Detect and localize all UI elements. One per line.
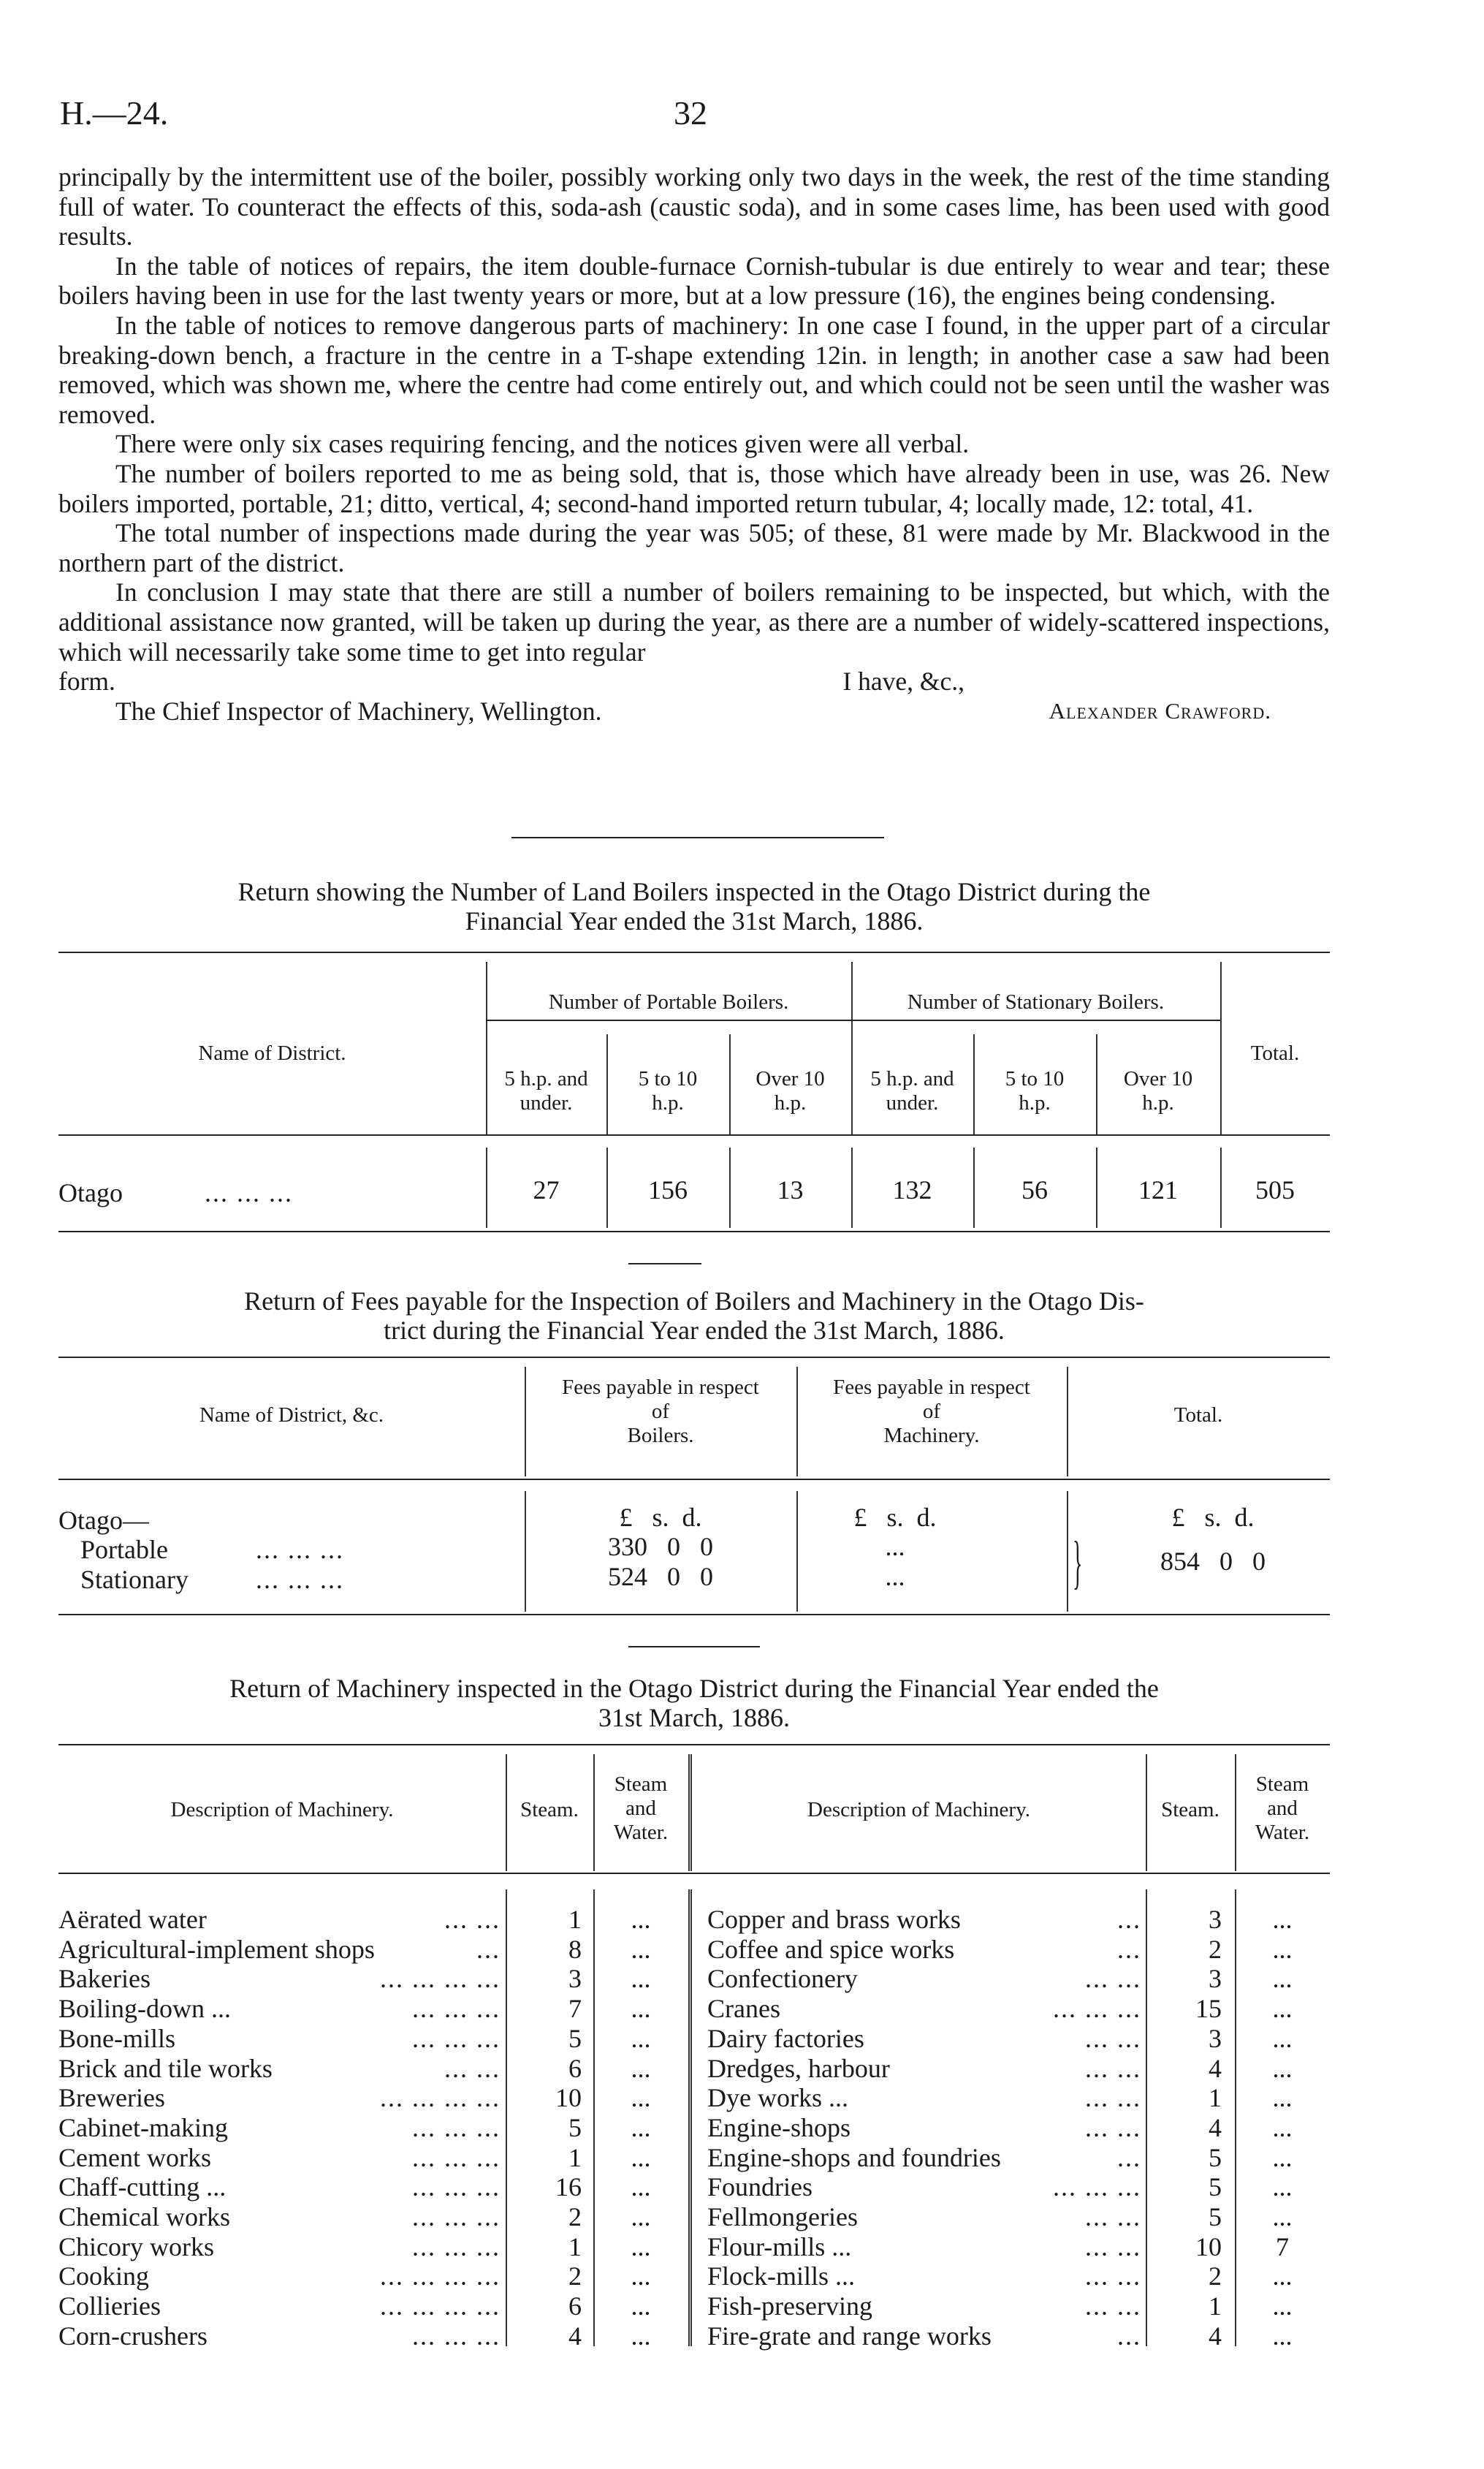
- dot-leader: ...: [1117, 2321, 1141, 2351]
- machinery-label: Bakeries: [58, 1964, 151, 1994]
- machinery-label: Bone-mills: [58, 2023, 175, 2053]
- table1-col-name: Name of District.: [198, 1042, 346, 1065]
- table2-col-name: Name of District, &c.: [199, 1403, 384, 1427]
- steam-water-count: ...: [1272, 1905, 1293, 1934]
- table2-boilers-value: 330 0 0: [608, 1532, 713, 1561]
- steam-water-count: ...: [631, 1934, 651, 1964]
- table1-leader: ... ... ...: [205, 1178, 293, 1207]
- table1-district: Otago: [58, 1178, 123, 1207]
- dot-leader: ... ... ...: [412, 2172, 501, 2202]
- addressee: The Chief Inspector of Machinery, Wellington.: [115, 696, 602, 726]
- paragraph: The total number of inspections made during the year was 505; of these, 81 were made by Mr. Blackwood in the northern part of the district.: [58, 518, 1330, 577]
- steam-count: 8: [568, 1934, 582, 1964]
- steam-water-count: ...: [631, 2291, 651, 2321]
- section-divider: [628, 1263, 701, 1264]
- machinery-label: Corn-crushers: [58, 2321, 208, 2351]
- dot-leader: ... ... ...: [412, 2023, 501, 2053]
- steam-water-count: ...: [631, 2053, 651, 2083]
- steam-count: 10: [555, 2083, 582, 2113]
- table2-row-label: Stationary: [80, 1565, 189, 1594]
- dot-leader: ... ... ... ...: [380, 2083, 501, 2113]
- table2-row-label: Portable: [80, 1535, 168, 1564]
- steam-water-count: ...: [1272, 2112, 1293, 2142]
- table3-col-desc: Description of Machinery.: [170, 1798, 394, 1821]
- machinery-label: Foundries: [707, 2172, 813, 2202]
- table1-sub-header: 5 h.p. and under.: [870, 1067, 954, 1115]
- table1-value: 56: [1021, 1175, 1048, 1205]
- dot-leader: ... ... ... ...: [380, 1964, 501, 1994]
- section-divider: [628, 1646, 760, 1647]
- steam-water-count: ...: [631, 2321, 651, 2351]
- table1-col-total: Total.: [1250, 1042, 1300, 1065]
- dot-leader: ... ...: [1085, 2112, 1141, 2142]
- section-divider: [511, 837, 884, 838]
- table3-col-steam-water: Steam and Water.: [613, 1772, 669, 1844]
- dot-leader: ... ... ...: [412, 2231, 501, 2261]
- steam-water-count: ...: [1272, 2321, 1293, 2351]
- table1-group-stationary: Number of Stationary Boilers.: [907, 990, 1165, 1014]
- machinery-label: Engine-shops and foundries: [707, 2142, 1001, 2172]
- steam-count: 6: [568, 2291, 582, 2321]
- table2-title-line: trict during the Financial Year ended the 31st March, 1886.: [384, 1316, 1005, 1345]
- steam-count: 4: [1209, 2053, 1222, 2083]
- table2-boilers-value: 524 0 0: [608, 1562, 713, 1591]
- closing-phrase: I have, &c.,: [842, 667, 964, 697]
- signature: Alexander Crawford.: [1049, 697, 1271, 724]
- machinery-label: Fellmongeries: [707, 2202, 858, 2231]
- dot-leader: ... ...: [1085, 2023, 1141, 2053]
- table3-header-rule: [58, 1873, 1330, 1874]
- steam-water-count: ...: [631, 2231, 651, 2261]
- table1-group-rule: [486, 1020, 1220, 1021]
- dot-leader: ... ...: [1085, 2083, 1141, 2113]
- dot-leader: ... ... ...: [412, 2321, 501, 2351]
- table3-title-line: Return of Machinery inspected in the Otago District during the Financial Year ended the: [229, 1674, 1159, 1703]
- table2-district: Otago—: [58, 1506, 149, 1535]
- steam-count: 2: [1209, 1934, 1222, 1964]
- dot-leader: ... ...: [1085, 2202, 1141, 2231]
- machinery-label: Fire-grate and range works: [707, 2321, 992, 2351]
- machinery-label: Dredges, harbour: [707, 2053, 890, 2083]
- table2-bottom-rule: [58, 1614, 1330, 1615]
- table1-top-rule: [58, 952, 1330, 953]
- machinery-label: Dairy factories: [707, 2023, 864, 2053]
- steam-count: 2: [1209, 2261, 1222, 2291]
- steam-water-count: ...: [631, 1994, 651, 2024]
- machinery-label: Engine-shops: [707, 2112, 851, 2142]
- steam-count: 5: [1209, 2172, 1222, 2202]
- steam-water-count: ...: [1272, 2053, 1293, 2083]
- paragraph: In the table of notices of repairs, the item double-furnace Cornish-tubular is due entirely to wear and tear; these boilers having been in use for the last twenty years or more, but at a low pressure (16), the engines being condensing.: [58, 251, 1330, 311]
- table1-sub-header: 5 to 10 h.p.: [638, 1067, 698, 1115]
- bracket-brace: }: [1073, 1531, 1083, 1595]
- steam-water-count: ...: [631, 2083, 651, 2113]
- dot-leader: ... ...: [1085, 2231, 1141, 2261]
- closing-word: form.: [58, 667, 115, 697]
- steam-count: 3: [1209, 1905, 1222, 1934]
- table2-leader: ... ... ...: [256, 1565, 344, 1594]
- machinery-label: Chicory works: [58, 2231, 214, 2261]
- dot-leader: ... ... ...: [1053, 2172, 1141, 2202]
- steam-count: 3: [568, 1964, 582, 1994]
- table1-value: 121: [1138, 1175, 1178, 1205]
- machinery-label: Cranes: [707, 1994, 780, 2024]
- table2-header-rule: [58, 1479, 1330, 1480]
- machinery-label: Chemical works: [58, 2202, 230, 2231]
- paragraph: In conclusion I may state that there are still a number of boilers remaining to be inspected, but which, with the additional assistance now granted, will be taken up during the year, as there are a number of widely-scattered inspections, which will necessarily take some time to get into regular: [58, 577, 1330, 667]
- table1-value: 13: [777, 1175, 804, 1205]
- table1-title: [58, 877, 1330, 936]
- dot-leader: ... ... ...: [412, 2142, 501, 2172]
- steam-count: 15: [1195, 1994, 1222, 2024]
- dot-leader: ... ...: [1085, 2053, 1141, 2083]
- steam-water-count: ...: [1272, 1934, 1293, 1964]
- steam-count: 4: [568, 2321, 582, 2351]
- dot-leader: ... ... ...: [412, 2202, 501, 2231]
- steam-count: 5: [568, 2112, 582, 2142]
- steam-count: 2: [568, 2202, 582, 2231]
- steam-count: 5: [1209, 2142, 1222, 2172]
- dot-leader: ...: [1117, 1934, 1141, 1964]
- closing-row: [58, 667, 1330, 697]
- steam-count: 10: [1195, 2231, 1222, 2261]
- dot-leader: ... ... ...: [412, 2112, 501, 2142]
- dot-leader: ... ... ...: [1053, 1994, 1141, 2024]
- table2-currency: £ s. d.: [619, 1503, 702, 1532]
- table1-title-line: Return showing the Number of Land Boilers inspected in the Otago District during the: [237, 877, 1151, 906]
- table1-title-line: Financial Year ended the 31st March, 1886.: [465, 906, 924, 936]
- steam-count: 16: [555, 2172, 582, 2202]
- table2-leader: ... ... ...: [256, 1535, 344, 1564]
- machinery-label: Confectionery: [707, 1964, 858, 1994]
- steam-count: 6: [568, 2053, 582, 2083]
- table3-title-line: 31st March, 1886.: [598, 1703, 790, 1732]
- table1-value: 132: [892, 1175, 932, 1205]
- steam-count: 3: [1209, 2023, 1222, 2053]
- steam-water-count: ...: [631, 2261, 651, 2291]
- machinery-label: Brick and tile works: [58, 2053, 273, 2083]
- steam-count: 4: [1209, 2112, 1222, 2142]
- table1-header-rule: [58, 1134, 1330, 1136]
- steam-count: 1: [568, 1905, 582, 1934]
- table2-currency: £ s. d.: [1171, 1503, 1255, 1532]
- machinery-label: Boiling-down ...: [58, 1994, 232, 2024]
- steam-water-count: ...: [1272, 2261, 1293, 2291]
- letter-body: [58, 162, 1330, 726]
- steam-count: 1: [568, 2231, 582, 2261]
- table2-machinery-value: ...: [885, 1562, 905, 1591]
- table2-col-machinery: Fees payable in respect of Machinery.: [833, 1376, 1030, 1447]
- table2-machinery-value: ...: [885, 1532, 905, 1561]
- machinery-label: Flour-mills ...: [707, 2231, 852, 2261]
- table2-col-boilers: Fees payable in respect of Boilers.: [562, 1376, 759, 1447]
- dot-leader: ...: [1117, 2142, 1141, 2172]
- document-reference: H.—24.: [60, 94, 169, 132]
- steam-water-count: ...: [1272, 2023, 1293, 2053]
- steam-count: 1: [1209, 2291, 1222, 2321]
- machinery-label: Cooking: [58, 2261, 150, 2291]
- steam-count: 3: [1209, 1964, 1222, 1994]
- table3-col-steam-water: Steam and Water.: [1255, 1772, 1310, 1844]
- dot-leader: ... ... ...: [412, 1994, 501, 2024]
- machinery-label: Copper and brass works: [707, 1905, 961, 1934]
- table3-col-steam: Steam.: [520, 1798, 579, 1821]
- machinery-label: Cement works: [58, 2142, 211, 2172]
- table1-sub-header: 5 h.p. and under.: [504, 1067, 588, 1115]
- steam-water-count: ...: [631, 2202, 651, 2231]
- steam-count: 1: [1209, 2083, 1222, 2113]
- machinery-label: Chaff-cutting ...: [58, 2172, 227, 2202]
- table1-value: 156: [648, 1175, 688, 1205]
- steam-count: 2: [568, 2261, 582, 2291]
- table1-group-portable: Number of Portable Boilers.: [548, 990, 789, 1014]
- steam-water-count: ...: [1272, 1994, 1293, 2024]
- dot-leader: ... ...: [1085, 1964, 1141, 1994]
- machinery-label: Fish-preserving: [707, 2291, 872, 2321]
- page-number: 32: [674, 94, 707, 132]
- steam-water-count: ...: [631, 1905, 651, 1934]
- machinery-label: Cabinet-making: [58, 2112, 228, 2142]
- steam-water-count: ...: [1272, 2202, 1293, 2231]
- table3-col-steam: Steam.: [1161, 1798, 1219, 1821]
- steam-water-count: ...: [631, 1964, 651, 1994]
- table1-sub-header: Over 10 h.p.: [1123, 1067, 1193, 1115]
- steam-water-count: ...: [631, 2023, 651, 2053]
- table2-title: [58, 1286, 1330, 1345]
- table2-total-value: 854 0 0: [1160, 1547, 1266, 1576]
- table2-top-rule: [58, 1357, 1330, 1358]
- paragraph: There were only six cases requiring fencing, and the notices given were all verbal.: [115, 429, 970, 459]
- machinery-label: Aërated water: [58, 1905, 207, 1934]
- steam-water-count: ...: [1272, 2142, 1293, 2172]
- steam-count: 1: [568, 2142, 582, 2172]
- table3-title: [58, 1674, 1330, 1732]
- table2-col-total: Total.: [1173, 1403, 1223, 1427]
- dot-leader: ... ... ... ...: [380, 2261, 501, 2291]
- steam-water-count: ...: [1272, 2291, 1293, 2321]
- table1-bottom-rule: [58, 1231, 1330, 1232]
- paragraph: In the table of notices to remove dangerous parts of machinery: In one case I found, in the upper part of a circular breaking-down bench, a fracture in the centre in a T-shape extending 12in. in length; in another case a saw had been removed, which was shown me, where the centre had come entirely out, and which could not be seen until the washer was removed.: [58, 310, 1330, 429]
- dot-leader: ... ...: [1085, 2261, 1141, 2291]
- paragraph: The number of boilers reported to me as being sold, that is, those which have already been in use, was 26. New boilers imported, portable, 21; ditto, vertical, 4; second-hand imported return tubular, 4; locally made, 12: total, 41.: [58, 458, 1330, 518]
- steam-count: 4: [1209, 2321, 1222, 2351]
- steam-water-count: ...: [1272, 2083, 1293, 2113]
- steam-water-count: ...: [1272, 1964, 1293, 1994]
- table1-sub-header: Over 10 h.p.: [756, 1067, 825, 1115]
- machinery-label: Agricultural-implement shops: [58, 1934, 375, 1964]
- steam-water-count: ...: [631, 2172, 651, 2202]
- machinery-label: Breweries: [58, 2083, 165, 2113]
- steam-water-count: 7: [1276, 2231, 1289, 2261]
- dot-leader: ...: [476, 1934, 501, 1964]
- dot-leader: ... ...: [444, 1905, 501, 1934]
- table1-sub-header: 5 to 10 h.p.: [1005, 1067, 1065, 1115]
- table1-total: 505: [1255, 1175, 1295, 1205]
- machinery-label: Dye works ...: [707, 2083, 848, 2113]
- paragraph: principally by the intermittent use of the boiler, possibly working only two days in the week, the rest of the time standing full of water. To counteract the effects of this, soda-ash (caustic soda), and in some cases lime, has been used with good results.: [58, 162, 1330, 251]
- table3-divider: [688, 1889, 692, 2346]
- steam-water-count: ...: [1272, 2172, 1293, 2202]
- dot-leader: ... ...: [1085, 2291, 1141, 2321]
- table2-title-line: Return of Fees payable for the Inspection of Boilers and Machinery in the Otago Dis-: [244, 1286, 1144, 1316]
- steam-count: 5: [568, 2023, 582, 2053]
- table3-col-desc: Description of Machinery.: [807, 1798, 1030, 1821]
- steam-water-count: ...: [631, 2112, 651, 2142]
- steam-water-count: ...: [631, 2142, 651, 2172]
- table3-top-rule: [58, 1744, 1330, 1745]
- dot-leader: ...: [1117, 1905, 1141, 1934]
- table2-currency: £ s. d.: [853, 1503, 937, 1532]
- signature-row: [58, 697, 1330, 727]
- machinery-label: Flock-mills ...: [707, 2261, 856, 2291]
- machinery-label: Coffee and spice works: [707, 1934, 955, 1964]
- machinery-label: Collieries: [58, 2291, 161, 2321]
- steam-count: 5: [1209, 2202, 1222, 2231]
- steam-count: 7: [568, 1994, 582, 2024]
- dot-leader: ... ...: [444, 2053, 501, 2083]
- dot-leader: ... ... ... ...: [380, 2291, 501, 2321]
- table1-value: 27: [533, 1175, 560, 1205]
